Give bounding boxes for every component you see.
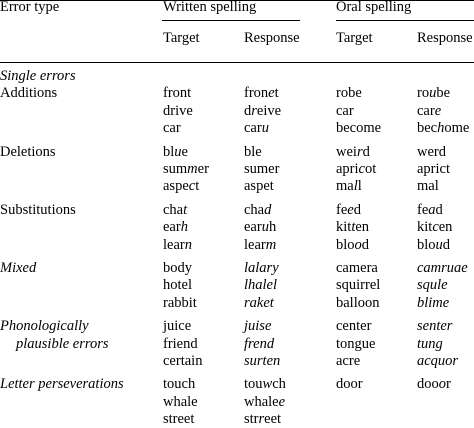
header-bottom-rule [0,62,474,63]
cell-or: blime [417,294,450,311]
cell-wr: caru [244,120,269,137]
cell-ot: mall [336,178,362,195]
section-label-cont: plausible errors [16,335,109,352]
cell-wt: drive [163,102,193,119]
oral-spelling-rule [336,20,474,21]
cell-or: squle [417,277,448,294]
cell-wr: aspet [244,178,274,195]
cell-wr: touwch [244,376,286,393]
cell-or: fead [417,201,443,218]
section-label: Mixed [0,260,37,276]
cell-ot: center [336,318,372,335]
cell-wt: chat [163,201,188,218]
cell-wr: dreive [244,102,282,119]
cell-ot: blood [336,236,370,253]
cell-wr: ble [244,143,262,160]
cell-wr: frend [244,335,275,352]
cell-wr: fronet [244,85,279,102]
group-label: Deletions [0,143,56,160]
cell-wr: strreet [244,411,282,428]
cell-or: mal [417,178,439,195]
cell-ot: balloon [336,294,380,311]
cell-wr: lhalel [244,277,278,294]
section-label: Single errors [0,68,76,84]
cell-ot: weird [336,143,370,160]
cell-wr: whalee [244,393,286,410]
group-label: Substitutions [0,201,76,218]
cell-or: dooor [417,376,451,393]
cell-wt: blue [163,143,188,160]
cell-or: bloud [417,236,451,253]
cell-wr: surten [244,353,281,369]
cell-wt: certain [163,353,203,369]
cell-ot: car [336,102,354,119]
cell-ot: robe [336,85,362,102]
column-header-written-target: Target [163,30,200,46]
cell-ot: squirrel [336,277,381,294]
cell-ot: acre [336,353,361,369]
column-header-oral-target: Target [336,30,373,46]
cell-wt: summer [163,161,209,177]
group-label: Additions [0,85,58,102]
cell-ot: door [336,376,363,393]
cell-or: roube [417,85,451,102]
column-header-oral-spelling: Oral spelling [336,0,412,15]
cell-wt: juice [163,318,192,335]
cell-wr: sumer [244,161,280,177]
cell-wt: learn [163,236,192,253]
column-header-error-type: Error type [0,0,60,15]
cell-wt: touch [163,376,196,393]
cell-or: aprict [417,161,451,177]
cell-wr: learm [244,236,277,253]
cell-wt: earh [163,219,188,236]
cell-or: bechome [417,120,470,137]
cell-wt: rabbit [163,294,197,311]
column-header-oral-response: Response [417,30,473,46]
cell-or: kitcen [417,219,453,236]
cell-ot: tongue [336,335,376,352]
cell-or: care [417,102,442,119]
column-header-written-response: Response [244,30,300,46]
cell-wr: juise [244,318,272,335]
cell-wt: hotel [163,277,192,294]
cell-wr: earuh [244,219,277,236]
cell-ot: apricot [336,161,377,177]
cell-ot: feed [336,201,361,218]
section-label: Phonologically [0,318,89,335]
cell-wt: body [163,260,192,276]
cell-wt: friend [163,335,198,352]
cell-wr: lalary [244,260,279,276]
section-label: Letter perseverations [0,376,124,393]
cell-ot: kitten [336,219,370,236]
column-header-written-spelling: Written spelling [163,0,257,15]
cell-or: tung [417,335,443,352]
cell-wt: street [163,411,195,428]
cell-or: werd [417,143,446,160]
cell-wt: front [163,85,192,102]
cell-wr: chad [244,201,272,218]
cell-ot: camera [336,260,378,276]
written-spelling-rule [162,20,300,21]
cell-wr: raket [244,294,274,311]
cell-wt: car [163,120,181,137]
cell-or: acquor [417,353,459,369]
cell-ot: become [336,120,382,137]
cell-or: senter [417,318,453,335]
cell-wt: whale [163,393,198,410]
cell-wt: aspect [163,178,200,195]
cell-or: camruae [417,260,468,276]
